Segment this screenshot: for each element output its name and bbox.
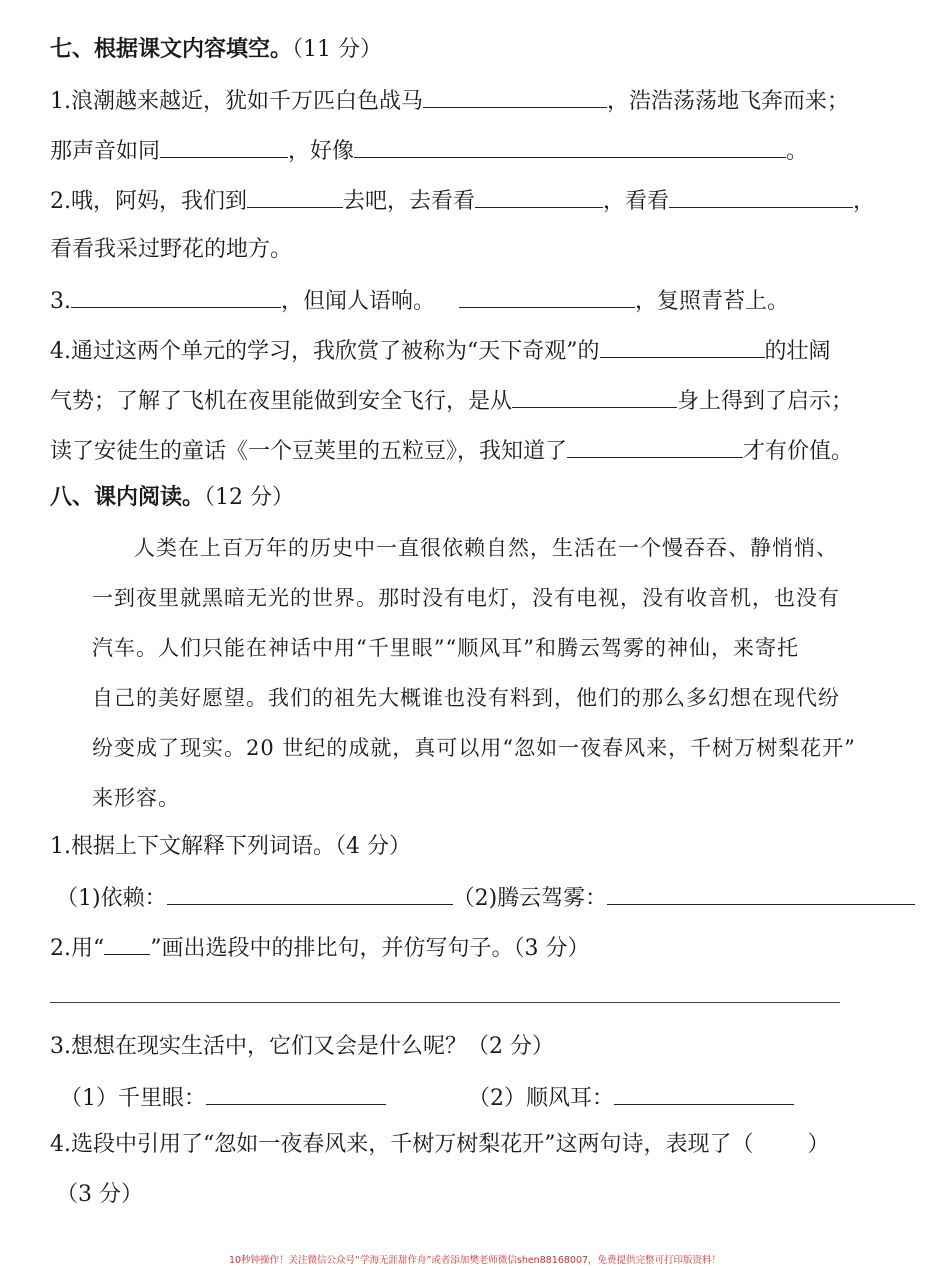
passage-line: 来形容。 <box>92 786 180 810</box>
s7-q2-line2: 看看我采过野花的地方。 <box>50 237 293 262</box>
s7-q2-text-b: 去吧，去看看 <box>343 189 476 214</box>
s7-q2-text-d: ， <box>853 189 876 214</box>
s7-q1-blank-2[interactable] <box>160 135 288 158</box>
s8-q2 <box>50 932 590 964</box>
section-7-title: 七、根据课文内容填空。 <box>50 37 293 62</box>
s8-q1-blank-a[interactable] <box>167 882 453 905</box>
s7-q2-blank-3[interactable] <box>669 185 853 208</box>
passage-line: 自己的美好愿望。我们的祖先大概谁也没有料到，他们的那么多幻想在现代纷 <box>92 686 840 710</box>
s8-q2-answer-line[interactable] <box>50 1002 840 1003</box>
s7-q1-blank-1[interactable] <box>423 85 607 108</box>
s7-q1-text-c: 那声音如同 <box>50 139 161 164</box>
s7-q2-text-a: 2.哦，阿妈，我们到 <box>50 189 247 214</box>
s7-q1-text-d: ，好像 <box>288 139 355 164</box>
s7-q4-text-e: 读了安徒生的童话《一个豆荚里的五粒豆》，我知道了 <box>50 439 568 464</box>
s8-q4-line1 <box>50 1130 830 1160</box>
s7-q1-text-a: 1.浪潮越来越近，犹如千万匹白色战马 <box>50 89 423 114</box>
s8-q4-score: （3 分） <box>56 1182 143 1207</box>
s8-q1: 1.根据上下文解释下列词语。（4 分） <box>50 834 411 859</box>
section-8-heading <box>50 483 294 513</box>
s8-q2-text-b: ”画出选段中的排比句，并仿写句子。（3 分） <box>150 936 590 961</box>
s7-q3-text-a: 3. <box>50 289 71 314</box>
s7-q4-text-b: 的壮阔 <box>764 339 831 364</box>
s7-q2-blank-2[interactable] <box>475 185 603 208</box>
s8-q4-text-a: 4.选段中引用了“忽如一夜春风来，千树万树梨花开”这两句诗，表现了（ <box>50 1132 754 1157</box>
section-8-title: 八、课内阅读。 <box>50 485 205 510</box>
passage-line: 纷变成了现实。20 世纪的成就，真可以用“忽如一夜春风来，千树万树梨花开” <box>92 736 856 760</box>
s7-q2-line1 <box>50 185 875 217</box>
s7-q1-blank-3[interactable] <box>354 135 786 158</box>
passage-line: 人类在上百万年的历史中一直很依赖自然，生活在一个慢吞吞、静悄悄、 <box>112 536 838 560</box>
passage-line: 一到夜里就黑暗无光的世界。那时没有电灯，没有电视，没有收音机，也没有 <box>92 586 840 610</box>
s8-q1-blank-b[interactable] <box>607 882 915 905</box>
s8-q2-text-a: 2.用“ <box>50 936 105 961</box>
section-7-heading <box>50 35 382 65</box>
s8-q3-label-a: （1）千里眼： <box>60 1086 206 1111</box>
footer-notice: 10秒钟操作！关注微信公众号“学海无涯甜作舟”或者添加樊老师微信shen88168007，免费提供完整可打印版资料！ <box>228 1255 722 1266</box>
s7-q4-blank-2[interactable] <box>512 385 677 408</box>
s8-q3-blank-b[interactable] <box>614 1082 794 1105</box>
s7-q4-line3 <box>50 435 853 467</box>
s7-q3-text-b: ，但闻人语响。 <box>281 289 436 314</box>
s8-q3-blank-a[interactable] <box>206 1082 386 1105</box>
s8-q3: 3.想想在现实生活中，它们又会是什么呢？（2 分） <box>50 1034 554 1059</box>
s7-q4-line1 <box>50 335 831 367</box>
s7-q2-text-c: ，看看 <box>603 189 670 214</box>
s7-q1-line1 <box>50 85 849 117</box>
s7-q3-blank-2[interactable] <box>459 285 635 308</box>
s7-q4-line2 <box>50 385 853 417</box>
s8-q1-label-b: （2)腾云驾雾： <box>452 886 608 911</box>
s8-q1-answers <box>56 882 915 914</box>
s8-q3-answers <box>60 1082 794 1114</box>
section-8-score: （12 分） <box>204 485 295 510</box>
s7-q3-blank-1[interactable] <box>71 285 281 308</box>
s7-q4-blank-1[interactable] <box>600 335 765 358</box>
s7-q4-text-f: 才有价值。 <box>743 439 854 464</box>
passage-line: 汽车。人们只能在神话中用“千里眼”“顺风耳”和腾云驾雾的神仙，来寄托 <box>92 636 799 660</box>
s8-q2-inline-blank <box>104 932 150 955</box>
s7-q4-blank-3[interactable] <box>567 435 743 458</box>
s7-q1-line2 <box>50 135 808 167</box>
s7-q3-line <box>50 285 789 317</box>
s7-q4-text-d: 身上得到了启示； <box>677 389 854 414</box>
s8-q4-text-b: ） <box>807 1132 830 1157</box>
s7-q4-text-a: 4.通过这两个单元的学习，我欣赏了被称为“天下奇观”的 <box>50 339 600 364</box>
s7-q1-text-e: 。 <box>786 139 809 164</box>
s7-q4-text-c: 气势；了解了飞机在夜里能做到安全飞行，是从 <box>50 389 513 414</box>
s8-q1-label-a: （1)依赖： <box>56 886 167 911</box>
s7-q1-text-b: ，浩浩荡荡地飞奔而来； <box>607 89 850 114</box>
s7-q3-text-c: ，复照青苔上。 <box>635 289 790 314</box>
s8-q3-label-b: （2）顺风耳： <box>468 1086 614 1111</box>
section-7-score: （11 分） <box>292 37 383 62</box>
s7-q2-blank-1[interactable] <box>247 185 343 208</box>
